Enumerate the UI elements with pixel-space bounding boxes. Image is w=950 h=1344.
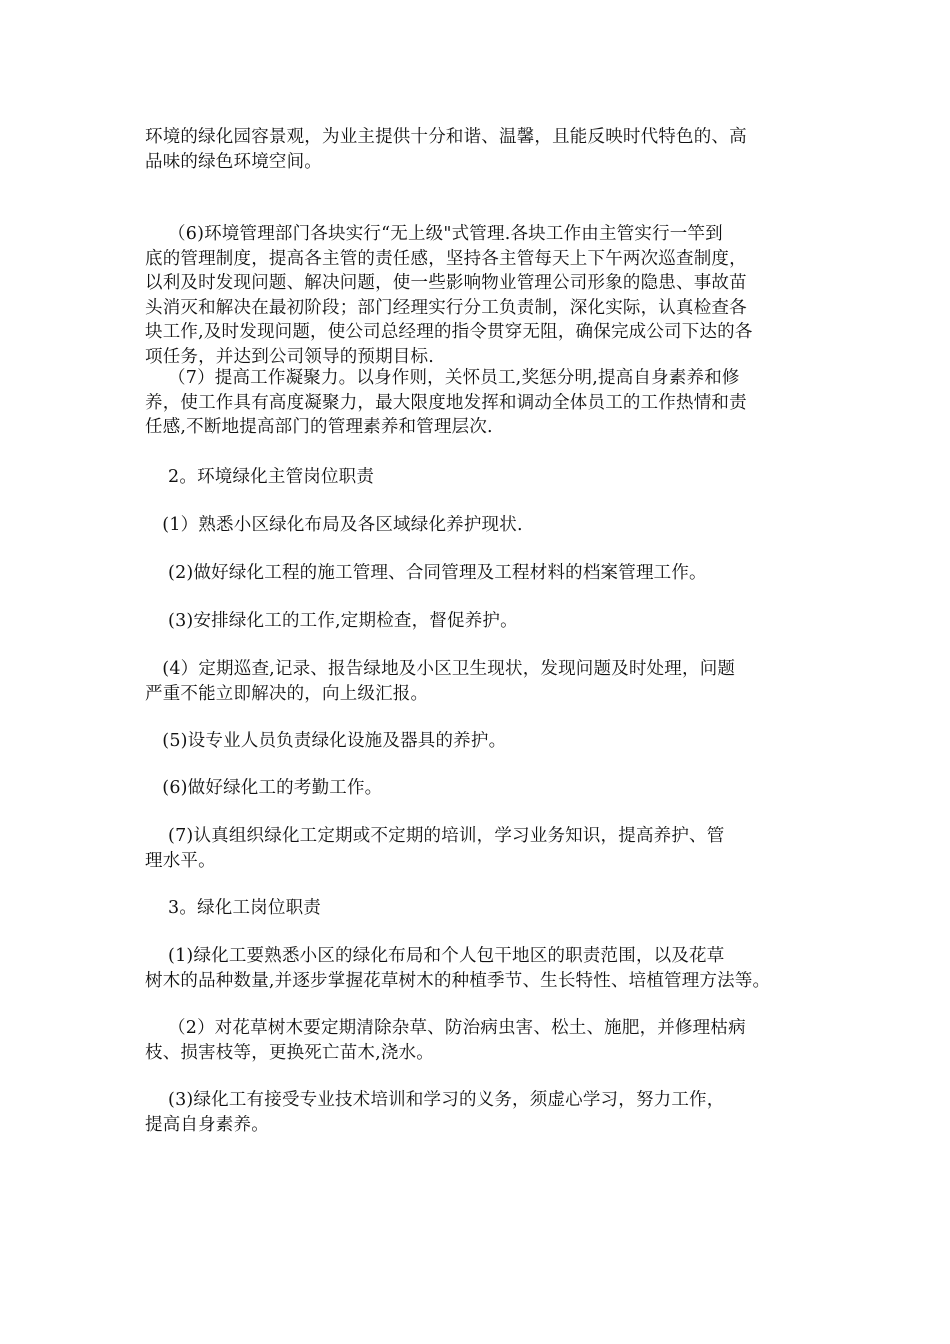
text-line: 提高自身素养。 [145, 1114, 269, 1135]
text-line: 养，使工作具有高度凝聚力，最大限度地发挥和调动全体员工的工作热情和责 [145, 392, 747, 413]
paragraph-supervisor-duty-2 [145, 561, 825, 586]
paragraph-gardener-duty-3 [145, 1088, 825, 1137]
text-line: (1）熟悉小区绿化布局及各区域绿化养护现状. [145, 515, 523, 535]
text-line: 理水平。 [145, 850, 216, 871]
text-line: (7)认真组织绿化工定期或不定期的培训，学习业务知识，提高养护、管 [145, 826, 725, 846]
paragraph-supervisor-duty-3 [145, 609, 825, 634]
text-line: 项任务，并达到公司领导的预期目标. [145, 346, 434, 367]
text-line: (3)绿化工有接受专业技术培训和学习的义务，须虚心学习，努力工作， [145, 1090, 725, 1110]
text-line: (3)安排绿化工的工作,定期检查，督促养护。 [145, 611, 518, 631]
text-line: 品味的绿色环境空间。 [145, 151, 322, 172]
paragraph-gardener-duty-2 [145, 1016, 825, 1065]
text-line: (4）定期巡查,记录、报告绿地及小区卫生现状，发现问题及时处理，问题 [145, 659, 736, 679]
text-line: 环境的绿化园容景观，为业主提供十分和谐、温馨，且能反映时代特色的、高 [145, 127, 747, 147]
text-line: (2)做好绿化工程的施工管理、合同管理及工程材料的档案管理工作。 [145, 563, 707, 583]
text-line: 严重不能立即解决的，向上级汇报。 [145, 683, 429, 704]
text-line: (5)设专业人员负责绿化设施及器具的养护。 [145, 731, 507, 751]
text-line: (6)做好绿化工的考勤工作。 [145, 778, 383, 798]
paragraph-item-6-management [145, 222, 825, 369]
text-line: 2。环境绿化主管岗位职责 [145, 467, 375, 487]
paragraph-supervisor-duty-5 [145, 729, 825, 754]
paragraph-item-7-cohesion [145, 366, 825, 440]
text-line: 3。绿化工岗位职责 [145, 898, 321, 918]
text-line: （7）提高工作凝聚力。以身作则，关怀员工,奖惩分明,提高自身素养和修 [145, 368, 740, 388]
paragraph-gardener-duty-1 [145, 944, 825, 993]
paragraph-supervisor-duty-7 [145, 824, 825, 873]
section-heading-gardener-duties [145, 896, 825, 921]
text-line: （2）对花草树木要定期清除杂草、防治病虫害、松土、施肥，并修理枯病 [145, 1018, 746, 1038]
text-line: 树木的品种数量,并逐步掌握花草树木的种植季节、生长特性、培植管理方法等。 [145, 970, 771, 991]
section-heading-supervisor-duties [145, 465, 825, 490]
text-line: 块工作,及时发现问题，使公司总经理的指令贯穿无阻，确保完成公司下达的各 [145, 322, 753, 342]
text-line: 头消灭和解决在最初阶段；部门经理实行分工负责制，深化实际，认真检查各 [145, 297, 747, 318]
paragraph-supervisor-duty-4 [145, 657, 825, 706]
text-line: 底的管理制度，提高各主管的责任感，坚持各主管每天上下午两次巡查制度， [145, 248, 747, 269]
text-line: （6)环境管理部门各块实行“无上级"式管理.各块工作由主管实行一竿到 [145, 224, 723, 244]
paragraph-intro-continuation [145, 125, 825, 174]
text-line: 以利及时发现问题、解决问题，使一些影响物业管理公司形象的隐患、事故苗 [145, 273, 747, 293]
text-line: 枝、损害枝等，更换死亡苗木,浇水。 [145, 1042, 434, 1063]
text-line: (1)绿化工要熟悉小区的绿化布局和个人包干地区的职责范围，以及花草 [145, 946, 725, 966]
paragraph-supervisor-duty-6 [145, 776, 825, 801]
paragraph-supervisor-duty-1 [145, 513, 825, 538]
text-line: 任感,不断地提高部门的管理素养和管理层次. [145, 417, 493, 437]
